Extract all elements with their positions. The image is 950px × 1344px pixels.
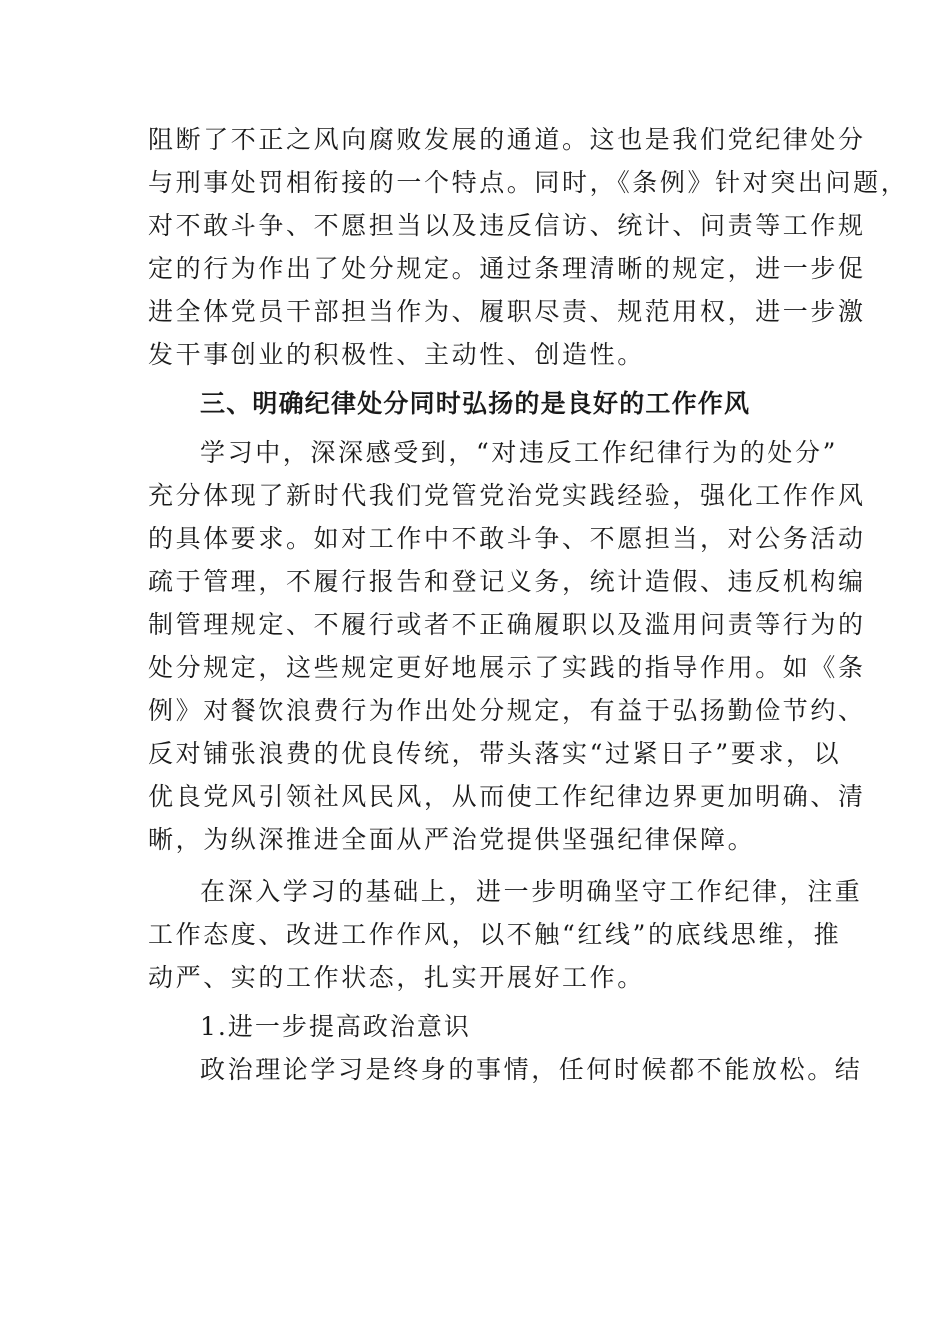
- paragraph: [148, 431, 866, 861]
- paragraph-line: 阻断了不正之风向腐败发展的通道。这也是我们党纪律处分: [148, 125, 866, 154]
- paragraph-line: 工作态度、改进工作作风，以不触“红线”的底线思维，推: [148, 920, 842, 949]
- paragraph-line: 的具体要求。如对工作中不敢斗争、不愿担当，对公务活动: [148, 524, 866, 553]
- paragraph-line: 疏于管理，不履行报告和登记义务，统计造假、违反机构编: [148, 567, 866, 596]
- paragraph-line: 进全体党员干部担当作为、履职尽责、规范用权，进一步激: [148, 297, 866, 326]
- paragraph: [148, 870, 863, 999]
- paragraph: [148, 118, 909, 376]
- paragraph-line: 政治理论学习是终身的事情，任何时候都不能放松。结: [200, 1055, 863, 1084]
- paragraph-line: 动严、实的工作状态，扎实开展好工作。: [148, 963, 645, 992]
- subsection-heading: 1.进一步提高政治意识: [200, 1012, 471, 1041]
- paragraph-line: 制管理规定、不履行或者不正确履职以及滥用问责等行为的: [148, 610, 866, 639]
- paragraph-line: 在深入学习的基础上，进一步明确坚守工作纪律，注重: [200, 877, 863, 906]
- paragraph-line: 定的行为作出了处分规定。通过条理清晰的规定，进一步促: [148, 254, 866, 283]
- section-heading: 三、明确纪律处分同时弘扬的是良好的工作作风: [200, 389, 751, 418]
- paragraph-line: 与刑事处罚相衔接的一个特点。同时，《条例》针对突出问题，: [148, 168, 909, 197]
- paragraph: [148, 1048, 863, 1091]
- paragraph-line: 发干事创业的积极性、主动性、创造性。: [148, 340, 645, 369]
- paragraph-line: 对不敢斗争、不愿担当以及违反信访、统计、问责等工作规: [148, 211, 866, 240]
- paragraph-line: 例》对餐饮浪费行为作出处分规定，有益于弘扬勤俭节约、: [148, 696, 866, 725]
- paragraph-line: 学习中，深深感受到，“对违反工作纪律行为的处分”: [200, 438, 838, 467]
- paragraph-line: 晰，为纵深推进全面从严治党提供坚强纪律保障。: [148, 825, 756, 854]
- document-body: [148, 118, 909, 1091]
- paragraph-line: 优良党风引领社风民风，从而使工作纪律边界更加明确、清: [148, 782, 866, 811]
- paragraph-line: 反对铺张浪费的优良传统，带头落实“过紧日子”要求，以: [148, 739, 842, 768]
- paragraph-line: 充分体现了新时代我们党管党治党实践经验，强化工作作风: [148, 481, 866, 510]
- paragraph-line: 处分规定，这些规定更好地展示了实践的指导作用。如《条: [148, 653, 866, 682]
